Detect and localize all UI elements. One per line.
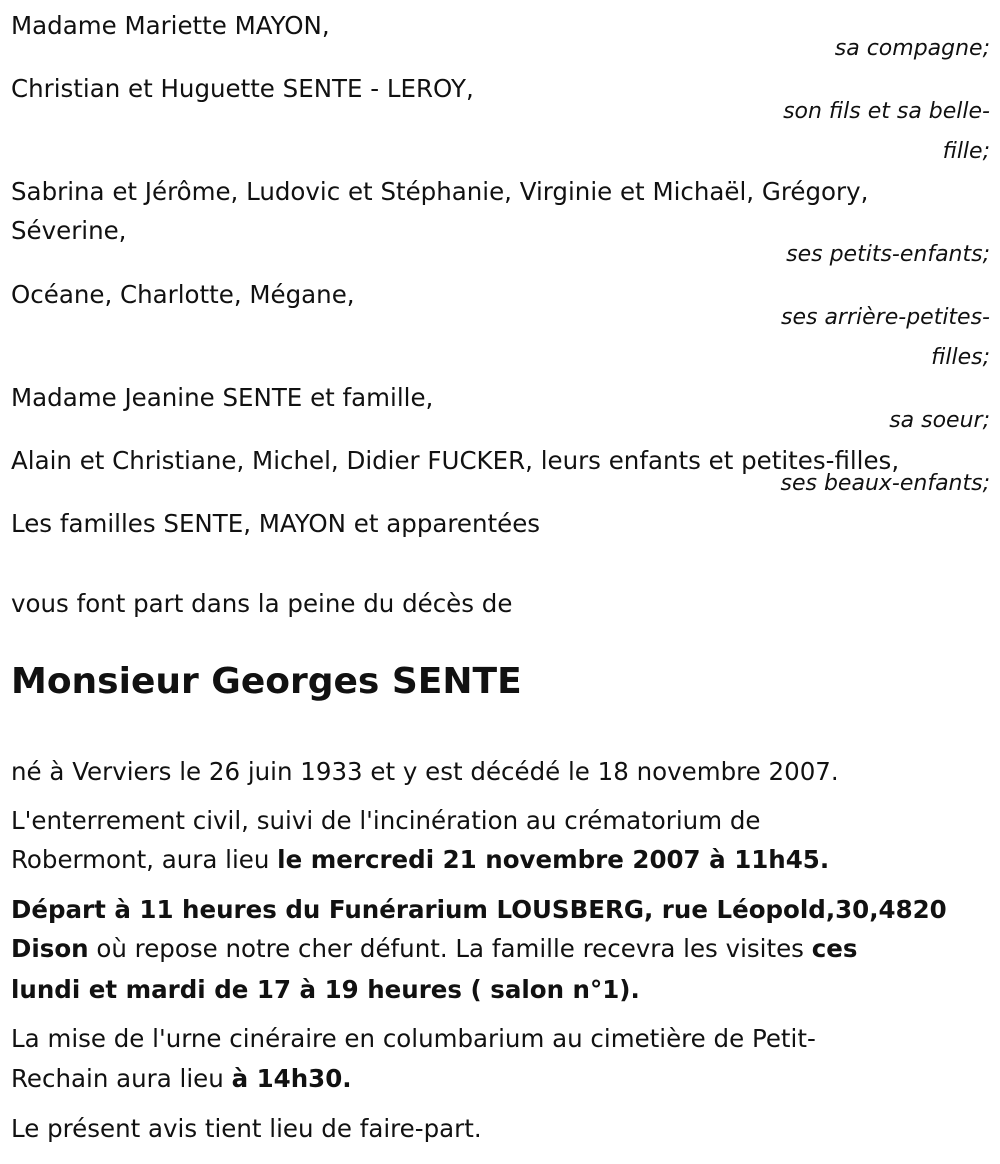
urn-line2	[11, 1064, 352, 1093]
funeral-line2	[11, 845, 830, 874]
funeral-line1: L'enterrement civil, suivi de l'incinération au crématorium de	[11, 806, 761, 835]
departure-city: Dison	[11, 934, 89, 963]
entry-relation-son-line2: fille;	[942, 139, 990, 164]
entry-name-stepchildren: Alain et Christiane, Michel, Didier FUCKER, leurs enfants et petites-filles,	[11, 446, 900, 475]
entry-relation-stepchildren: ses beaux-enfants;	[780, 471, 990, 496]
entry-name-grandchildren-line2: Séverine,	[11, 216, 127, 245]
entry-name-grandchildren-line1: Sabrina et Jérôme, Ludovic et Stéphanie, Virginie et Michaël, Grégory,	[11, 177, 869, 206]
departure-line3	[11, 975, 640, 1004]
visits-start: ces	[811, 934, 858, 963]
entry-families: Les familles SENTE, MAYON et apparentées	[11, 509, 541, 538]
entry-relation-partner: sa compagne;	[834, 36, 990, 61]
birth-death-text: né à Verviers le 26 juin 1933 et y est décédé le 18 novembre 2007.	[11, 757, 839, 786]
funeral-line2-plain: Robermont, aura lieu	[11, 845, 278, 874]
entry-name-great-grandchildren: Océane, Charlotte, Mégane,	[11, 280, 355, 309]
entry-relation-great-grandchildren-line2: filles;	[931, 345, 990, 370]
entry-name-sister: Madame Jeanine SENTE et famille,	[11, 383, 434, 412]
deceased-name: Monsieur Georges SENTE	[11, 661, 522, 702]
urn-line2-plain: Rechain aura lieu	[11, 1064, 232, 1093]
urn-time: à 14h30.	[231, 1064, 352, 1093]
entry-relation-grandchildren: ses petits-enfants;	[786, 242, 990, 267]
departure-line1	[11, 895, 947, 924]
entry-relation-great-grandchildren-line1: ses arrière-petites-	[781, 305, 990, 330]
closing-text: Le présent avis tient lieu de faire-part.	[11, 1114, 482, 1143]
departure-line2-plain: où repose notre cher défunt. La famille recevra les visites	[88, 934, 812, 963]
urn-line1: La mise de l'urne cinéraire en columbarium au cimetière de Petit-	[11, 1024, 816, 1053]
entry-relation-son-line1: son fils et sa belle-	[783, 99, 990, 124]
entry-name-partner: Madame Mariette MAYON,	[11, 11, 330, 40]
departure-line2	[11, 934, 858, 963]
departure-address: Départ à 11 heures du Funérarium LOUSBERG, rue Léopold,30,4820	[11, 895, 947, 924]
funeral-date: le mercredi 21 novembre 2007 à 11h45.	[277, 845, 830, 874]
entry-name-son: Christian et Huguette SENTE - LEROY,	[11, 74, 474, 103]
entry-relation-sister: sa soeur;	[889, 408, 990, 433]
announcement-text: vous font part dans la peine du décès de	[11, 589, 513, 618]
visits-schedule: lundi et mardi de 17 à 19 heures ( salon n°1).	[11, 975, 640, 1004]
